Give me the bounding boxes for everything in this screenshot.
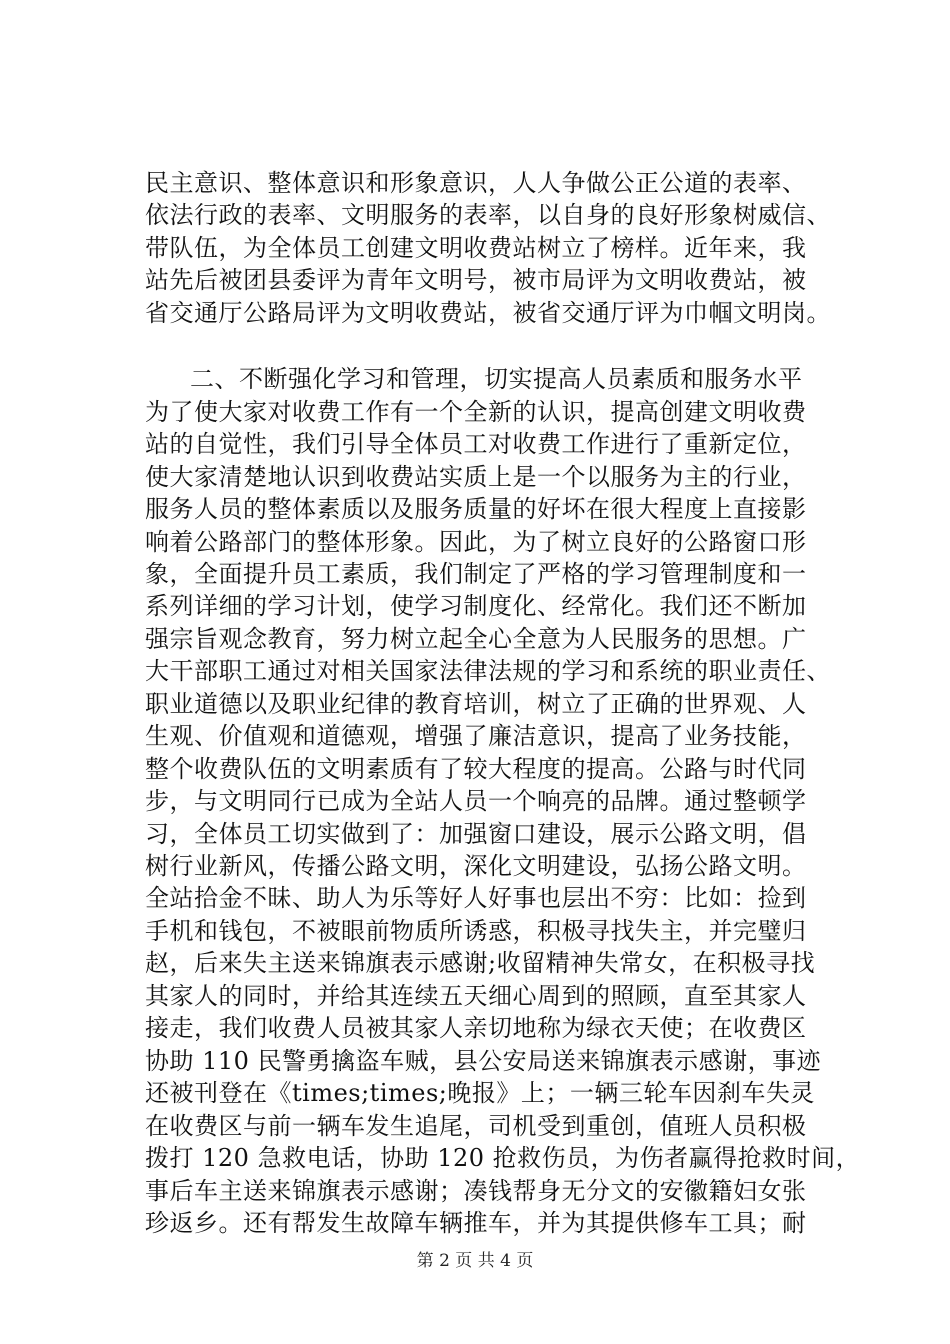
text-line: 全站拾金不昧、助人为乐等好人好事也层出不穷：比如：捡到	[145, 884, 807, 912]
text-line: 整个收费队伍的文明素质有了较大程度的提高。公路与时代同	[145, 755, 807, 783]
page-footer: 第 2 页 共 4 页	[416, 1251, 534, 1271]
text-line: 接走，我们收费人员被其家人亲切地称为绿衣天使；在收费区	[145, 1014, 807, 1042]
text-line: 站的自觉性，我们引导全体员工对收费工作进行了重新定位，	[145, 430, 807, 458]
text-line: 步，与文明同行已成为全站人员一个响亮的品牌。通过整顿学	[145, 787, 807, 815]
text-line: 拨打 120 急救电话，协助 120 抢救伤员，为伤者赢得抢救时间，	[145, 1144, 861, 1172]
text-line: 使大家清楚地认识到收费站实质上是一个以服务为主的行业，	[145, 463, 807, 491]
text-line: 民主意识、整体意识和形象意识，人人争做公正公道的表率、	[145, 169, 807, 197]
text-line: 职业道德以及职业纪律的教育培训，树立了正确的世界观、人	[145, 690, 807, 718]
text-line: 还被刊登在《times;times;晚报》上；一辆三轮车因刹车失灵	[145, 1079, 815, 1107]
text-line: 协助 110 民警勇擒盗车贼，县公安局送来锦旗表示感谢，事迹	[145, 1047, 822, 1075]
text-line: 依法行政的表率、文明服务的表率，以自身的良好形象树威信、	[145, 201, 831, 229]
text-line: 珍返乡。还有帮发生故障车辆推车，并为其提供修车工具；耐	[145, 1209, 807, 1237]
text-line: 为了使大家对收费工作有一个全新的认识，提高创建文明收费	[145, 398, 807, 426]
text-line: 站先后被团县委评为青年文明号，被市局评为文明收费站，被	[145, 266, 807, 294]
text-line: 系列详细的学习计划，使学习制度化、经常化。我们还不断加	[145, 592, 807, 620]
text-line: 响着公路部门的整体形象。因此，为了树立良好的公路窗口形	[145, 528, 807, 556]
section-heading: 二、不断强化学习和管理，切实提高人员素质和服务水平	[190, 365, 803, 393]
text-line: 服务人员的整体素质以及服务质量的好坏在很大程度上直接影	[145, 495, 807, 523]
text-line: 生观、价值观和道德观，增强了廉洁意识，提高了业务技能，	[145, 722, 807, 750]
text-line: 习，全体员工切实做到了：加强窗口建设，展示公路文明，倡	[145, 820, 807, 848]
text-line: 强宗旨观念教育，努力树立起全心全意为人民服务的思想。广	[145, 625, 807, 653]
text-line: 手机和钱包，不被眼前物质所诱惑，积极寻找失主，并完璧归	[145, 917, 807, 945]
text-line: 省交通厅公路局评为文明收费站，被省交通厅评为巾帼文明岗。	[145, 299, 831, 327]
text-line: 事后车主送来锦旗表示感谢；凑钱帮身无分文的安徽籍妇女张	[145, 1177, 807, 1205]
text-line: 其家人的同时，并给其连续五天细心周到的照顾，直至其家人	[145, 982, 807, 1010]
text-line: 大干部职工通过对相关国家法律法规的学习和系统的职业责任、	[145, 657, 831, 685]
text-line: 在收费区与前一辆车发生追尾，司机受到重创，值班人员积极	[145, 1112, 807, 1140]
text-line: 象，全面提升员工素质，我们制定了严格的学习管理制度和一	[145, 560, 807, 588]
text-line: 带队伍，为全体员工创建文明收费站树立了榜样。近年来，我	[145, 234, 807, 262]
text-line: 树行业新风，传播公路文明，深化文明建设，弘扬公路文明。	[145, 852, 807, 880]
text-line: 赵，后来失主送来锦旗表示感谢;收留精神失常女，在积极寻找	[145, 949, 816, 977]
